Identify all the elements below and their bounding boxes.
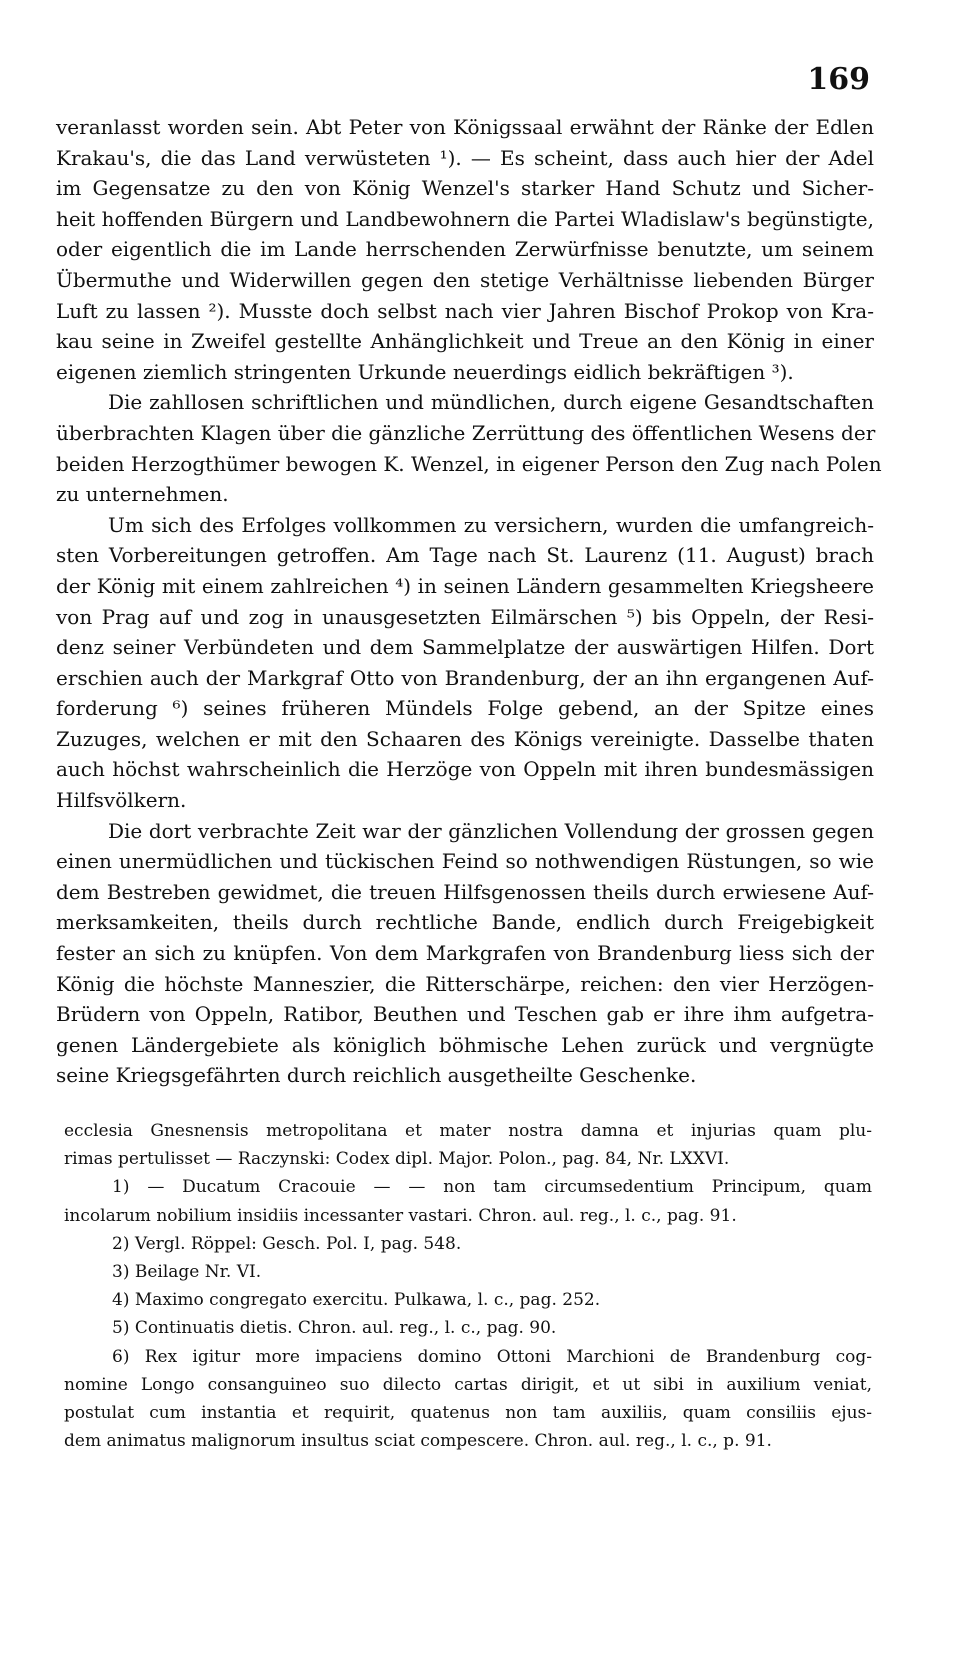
text-line: forderung ⁶) seines früheren Mündels Folge gebend, an der Spitze eines bbox=[56, 696, 874, 721]
text-line: Hilfsvölkern. bbox=[56, 788, 187, 813]
footnote-line: dem animatus malignorum insultus sciat compescere. Chron. aul. reg., l. c., p. 91. bbox=[64, 1431, 772, 1452]
text-line: einen unermüdlichen und tückischen Feind so nothwendigen Rüstungen, so wie bbox=[56, 849, 874, 874]
text-line: eigenen ziemlich stringenten Urkunde neuerdings eidlich bekräftigen ³). bbox=[56, 359, 794, 384]
text-line: denz seiner Verbündeten und dem Sammelplatze der auswärtigen Hilfen. Dort bbox=[56, 635, 874, 660]
text-line: Die dort verbrachte Zeit war der gänzlichen Vollendung der grossen gegen bbox=[108, 818, 874, 843]
text-line: Die zahllosen schriftlichen und mündlichen, durch eigene Gesandtschaften bbox=[108, 390, 874, 415]
text-line: auch höchst wahrscheinlich die Herzöge von Oppeln mit ihren bundesmässigen bbox=[56, 757, 874, 782]
footnote-line: 1) — Ducatum Cracouie — — non tam circumsedentium Principum, quam bbox=[112, 1177, 872, 1198]
text-line: Brüdern von Oppeln, Ratibor, Beuthen und Teschen gab er ihre ihm aufgetra- bbox=[56, 1002, 874, 1027]
text-line: der König mit einem zahlreichen ⁴) in seinen Ländern gesammelten Kriegsheere bbox=[56, 573, 874, 598]
text-line: Krakau's, die das Land verwüsteten ¹). — Es scheint, dass auch hier der Adel bbox=[56, 145, 874, 170]
footnotes bbox=[64, 1117, 872, 1455]
footnote-line: rimas pertulisset — Raczynski: Codex dipl. Major. Polon., pag. 84, Nr. LXXVI. bbox=[64, 1149, 730, 1170]
text-line: zu unternehmen. bbox=[56, 482, 229, 507]
text-line: fester an sich zu knüpfen. Von dem Markgrafen von Brandenburg liess sich der bbox=[56, 941, 874, 966]
text-line: Übermuthe und Widerwillen gegen den stetige Verhältnisse liebenden Bürger bbox=[56, 267, 874, 292]
text-line: überbrachten Klagen über die gänzliche Zerrüttung des öffentlichen Wesens der bbox=[56, 420, 876, 445]
text-line: dem Bestreben gewidmet, die treuen Hilfsgenossen theils durch erwiesene Auf- bbox=[56, 879, 874, 904]
text-line: Luft zu lassen ²). Musste doch selbst nach vier Jahren Bischof Prokop von Kra- bbox=[56, 298, 874, 323]
text-line: seine Kriegsgefährten durch reichlich ausgetheilte Geschenke. bbox=[56, 1063, 697, 1088]
footnote-line: 5) Continuatis dietis. Chron. aul. reg., l. c., pag. 90. bbox=[112, 1318, 557, 1339]
text-line: im Gegensatze zu den von König Wenzel's starker Hand Schutz und Sicher- bbox=[56, 176, 874, 201]
page-number: 169 bbox=[807, 62, 870, 97]
footnote-line: 2) Vergl. Röppel: Gesch. Pol. I, pag. 548. bbox=[112, 1233, 462, 1254]
footnote-line: 3) Beilage Nr. VI. bbox=[112, 1261, 262, 1282]
text-line: von Prag auf und zog in unausgesetzten Eilmärschen ⁵) bis Oppeln, der Resi- bbox=[56, 604, 874, 629]
text-line: genen Ländergebiete als königlich böhmische Lehen zurück und vergnügte bbox=[56, 1032, 874, 1057]
footnote-line: incolarum nobilium insidiis incessanter vastari. Chron. aul. reg., l. c., pag. 91. bbox=[64, 1205, 737, 1226]
footnote-line: postulat cum instantia et requirit, quatenus non tam auxiliis, quam consiliis ejus- bbox=[64, 1402, 872, 1423]
text-line: sten Vorbereitungen getroffen. Am Tage nach St. Laurenz (11. August) brach bbox=[56, 543, 874, 568]
text-line: erschien auch der Markgraf Otto von Brandenburg, der an ihn ergangenen Auf- bbox=[56, 665, 874, 690]
footnote-line: 6) Rex igitur more impaciens domino Ottoni Marchioni de Brandenburg cog- bbox=[112, 1346, 872, 1367]
text-line: Um sich des Erfolges vollkommen zu versichern, wurden die umfangreich- bbox=[108, 512, 874, 537]
main-text bbox=[56, 112, 882, 1091]
text-line: veranlasst worden sein. Abt Peter von Königssaal erwähnt der Ränke der Edlen bbox=[56, 115, 874, 139]
text-line: heit hoffenden Bürgern und Landbewohnern die Partei Wladislaw's begünstigte, bbox=[56, 206, 874, 231]
text-line: kau seine in Zweifel gestellte Anhänglichkeit und Treue an den König in einer bbox=[56, 329, 874, 354]
footnote-line: nomine Longo consanguineo suo dilecto cartas dirigit, et ut sibi in auxilium veniat, bbox=[64, 1374, 872, 1395]
text-line: oder eigentlich die im Lande herrschenden Zerwürfnisse benutzte, um seinem bbox=[56, 237, 874, 262]
text-line: merksamkeiten, theils durch rechtliche Bande, endlich durch Freigebigkeit bbox=[56, 910, 874, 935]
footnote-line: 4) Maximo congregato exercitu. Pulkawa, l. c., pag. 252. bbox=[112, 1290, 601, 1311]
footnote-line: ecclesia Gnesnensis metropolitana et mater nostra damna et injurias quam plu- bbox=[64, 1121, 872, 1141]
text-line: Zuzuges, welchen er mit den Schaaren des Königs vereinigte. Dasselbe thaten bbox=[56, 726, 874, 751]
text-line: beiden Herzogthümer bewogen K. Wenzel, in eigener Person den Zug nach Polen bbox=[56, 451, 882, 476]
text-line: König die höchste Manneszier, die Ritterschärpe, reichen: den vier Herzögen- bbox=[56, 971, 874, 996]
